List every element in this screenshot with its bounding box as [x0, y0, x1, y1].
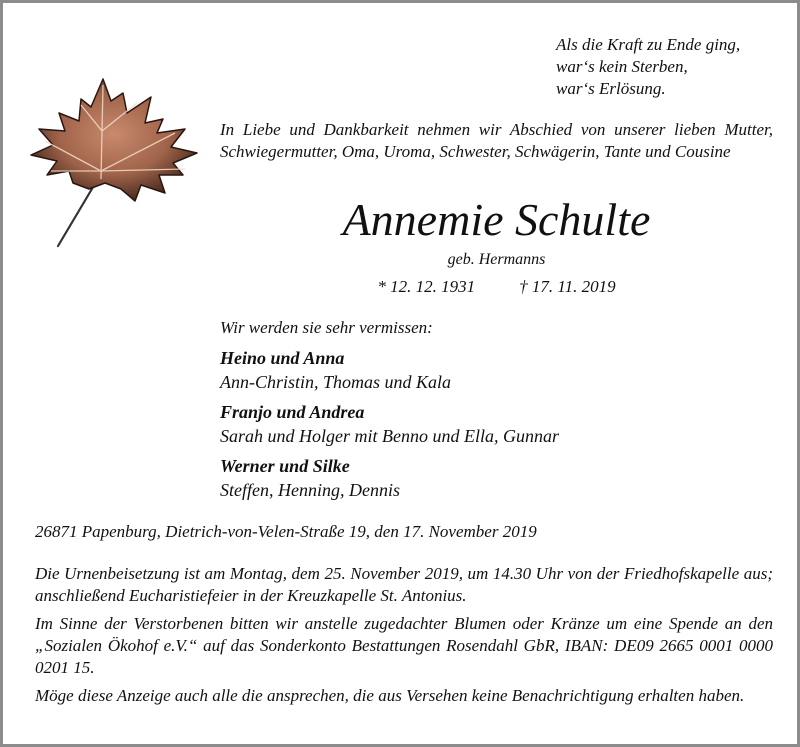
notice-note: Möge diese Anzeige auch alle die ansprechen, die aus Versehen keine Benachrichtigung erhalten haben.: [35, 686, 745, 705]
family-head: Werner und Silke: [220, 456, 350, 476]
family-head: Heino und Anna: [220, 348, 345, 368]
donation-note: Im Sinne der Verstorbenen bitten wir anstelle zugedachter Blumen oder Kränze um eine Spende an den „Sozialen Ökohof e.V.“ auf das Sonderkonto Bestattungen Rosendahl GbR, IBAN: DE09 2665 0001 0000 0201 15.: [35, 614, 773, 677]
birth-date: * 12. 12. 1931: [377, 277, 476, 296]
poem-line: war‘s Erlösung.: [556, 79, 666, 98]
birth-name: geb. Hermanns: [447, 251, 546, 268]
funeral-note: Die Urnenbeisetzung ist am Montag, dem 25. November 2019, um 14.30 Uhr von der Friedhofskapelle aus; anschließend Eucharistiefeier in der Kreuzkapelle St. Antonius.: [35, 564, 773, 605]
intro-text: In Liebe und Dankbarkeit nehmen wir Abschied von unserer lieben Mutter, Schwiegermutter, Oma, Uroma, Schwester, Schwägerin, Tante und Cousine: [220, 120, 773, 161]
family-head: Franjo und Andrea: [220, 402, 365, 422]
deceased-name: Annemie Schulte: [342, 194, 651, 245]
miss-text: Wir werden sie sehr vermissen:: [220, 318, 433, 337]
life-dates: [220, 276, 773, 298]
poem-line: war‘s kein Sterben,: [556, 57, 688, 76]
maple-leaf-icon: [25, 71, 203, 251]
notes: [35, 563, 773, 713]
death-date: † 17. 11. 2019: [519, 277, 616, 296]
family-members: Ann-Christin, Thomas und Kala: [220, 372, 452, 392]
family-group: [220, 400, 559, 448]
family-members: Sarah und Holger mit Benno und Ella, Gunnar: [220, 426, 559, 446]
family-list: [220, 346, 559, 508]
place-date: 26871 Papenburg, Dietrich-von-Velen-Straße 19, den 17. November 2019: [35, 522, 537, 541]
poem-line: Als die Kraft zu Ende ging,: [556, 35, 741, 54]
poem: [556, 34, 740, 100]
family-members: Steffen, Henning, Dennis: [220, 480, 400, 500]
family-group: [220, 454, 559, 502]
family-group: [220, 346, 559, 394]
